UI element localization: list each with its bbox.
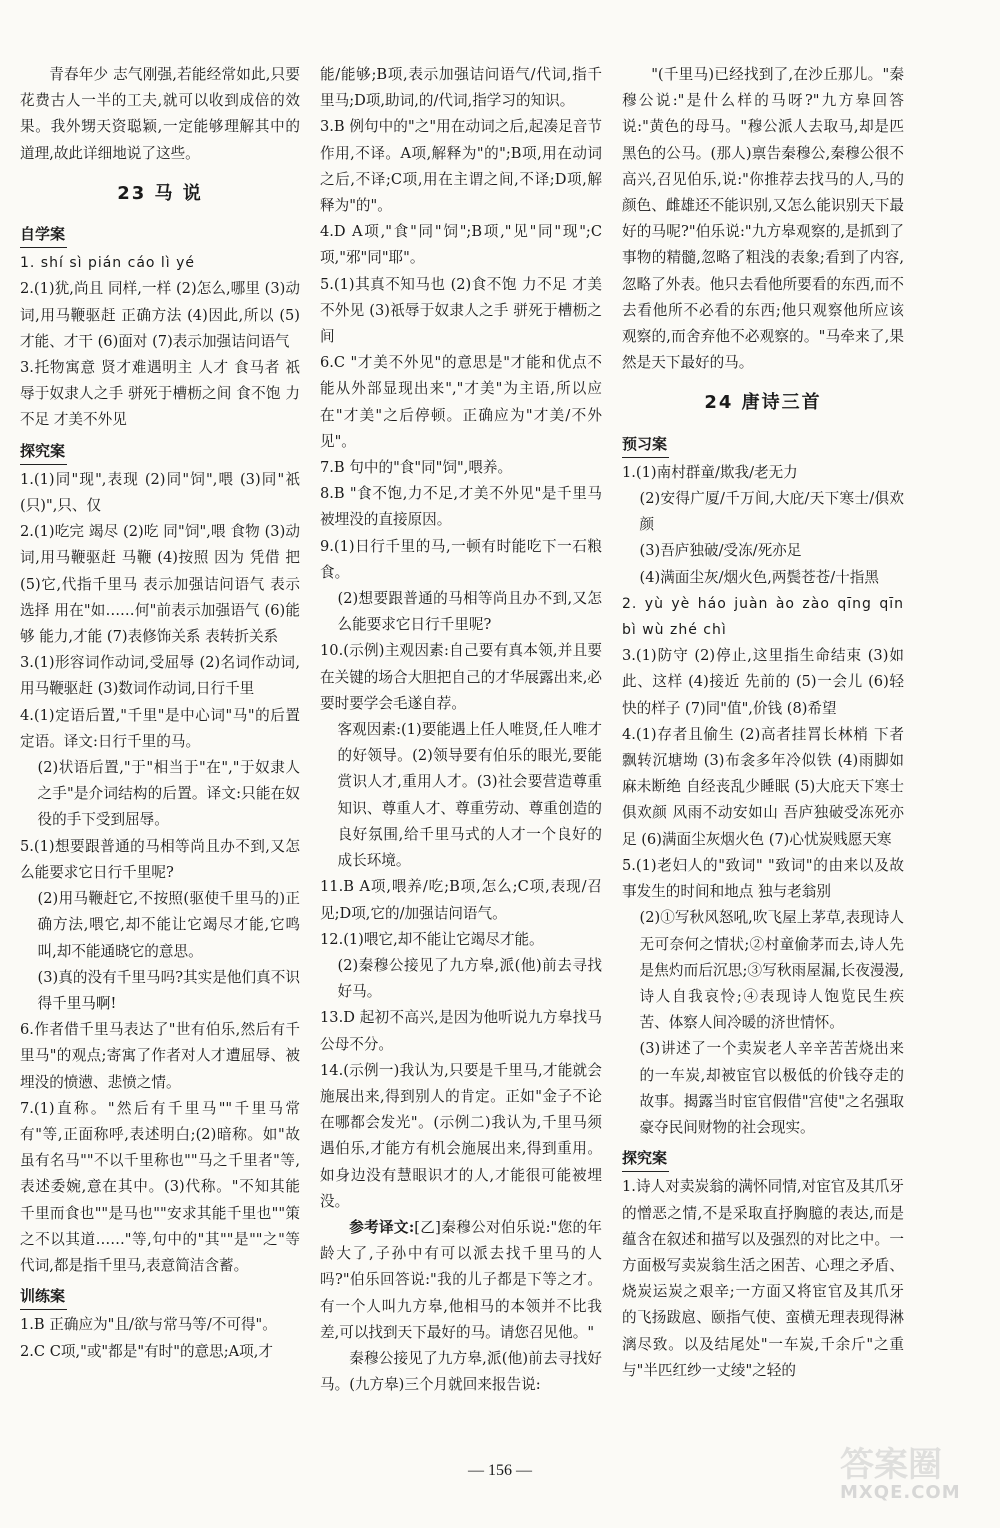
xl-item-2: 2.C C项,"或"都是"有时"的意思;A项,才	[20, 1342, 274, 1360]
intro-paragraph: 青春年少 志气刚强,若能经常如此,只要花费古人一半的工夫,就可以收到成倍的效果。我外甥天资聪颖,一定能够理解其中的道理,故此详细地说了这些。	[20, 66, 300, 162]
section-zixue: 自学案	[20, 221, 67, 248]
yx-item-1a: 1.(1)南村群童/欺我/老无力	[622, 463, 798, 481]
reference-text-2: 秦穆公接见了九方皋,派(他)前去寻找好马。(九方皋)三个月就回来报告说:	[320, 1349, 602, 1394]
watermark-logo-text: 答案圈	[840, 1445, 942, 1485]
c2-item-9a: 9.(1)日行千里的马,一顿有时能吃下一石粮食。	[320, 537, 602, 581]
xl-item-1: 1.B 正确应为"且/欲与常马等/不可得"。	[20, 1316, 277, 1334]
reference-translation	[320, 1215, 602, 1346]
page-number: — 156 —	[468, 1462, 532, 1479]
c2-item-11: 11.B A项,喂养/吃;B项,怎么;C项,表现/召见;D项,它的/加强诘问语气。	[320, 878, 602, 922]
c2-item-12b: (2)秦穆公接见了九方皋,派(他)前去寻找好马。	[337, 956, 602, 1001]
c2-item-5: 5.(1)其真不知马也 (2)食不饱 力不足 才美不外见 (3)祇辱于奴隶人之手 骈死于槽枥之间	[320, 275, 602, 346]
watermark-logo	[840, 1445, 970, 1504]
translation-continued: "(千里马)已经找到了,在沙丘那儿。"秦穆公说:"是什么样的马呀?"九方皋回答说:"黄色的母马。"穆公派人去取马,却是匹黑色的公马。(那人)禀告秦穆公,秦穆公很不高兴,召见伯乐,说:"你推荐去找马的人,马的颜色、雌雄还不能识别,又怎么能识别天下最好的马呢?"伯乐说:"九方皋观察的,是抓到了事物的精髓,忽略了粗浅的表象;看到了内容,忽略了外表。他只去看他所要看的东西,而不去看他所不必看的东西;他只观察他所应该观察的,而舍弃他不必观察的。"马牵来了,果然是天下最好的马。	[622, 66, 904, 372]
c2-item-14: 14.(示例一)我认为,只要是千里马,才能就会施展出来,得到别人的肯定。正如"金子不论在哪都会发光"。(示例二)我认为,千里马须遇伯乐,才能方有机会施展出来,得到重用。如身边没有慧眼识才的人,才能很可能被埋没。	[320, 1061, 602, 1210]
yx-item-5c: (3)讲述了一个卖炭老人辛辛苦苦烧出来的一车炭,却被宦官以极低的价钱夺走的故事。揭露当时宦官假借"宫使"之名强取豪夺民间财物的社会现实。	[639, 1040, 904, 1136]
yx-item-1b: (2)安得广厦/千万间,大庇/天下寒士/俱欢颜	[639, 490, 904, 534]
tj-item-5c: (3)真的没有千里马吗?其实是他们真不识得千里马啊!	[37, 968, 300, 1012]
zx-item-3: 3.托物寓意 贤才难遇明主 人才 食马者 祇辱于奴隶人之手 骈死于槽枥之间 食不饱 力不足 才美不外见	[20, 359, 300, 429]
column-1	[20, 62, 300, 1365]
lesson-title-23: 23 马 说	[117, 182, 203, 204]
tj-item-5a: 5.(1)想要跟普通的马相等尚且办不到,又怎么能要求它日行千里呢?	[20, 837, 300, 881]
column-2	[320, 62, 602, 1398]
tj-item-2: 2.(1)吃完 竭尽 (2)吃 同"饲",喂 食物 (3)动词,用马鞭驱赶 马鞭 (4)按照 因为 凭借 把 (5)它,代指千里马 表示加强诘问语气 表示选择 用在"如……何"前表示加强语气 (6)能够 能力,才能 (7)表修饰关系 表转折关系	[20, 523, 300, 646]
yx-item-2: 2. yù yè háo juàn ào zào qīng qīn bì wù zhé chì	[622, 595, 904, 639]
c2-item-6: 6.C "才美不外见"的意思是"才能和优点不能从外部显现出来","才美"为主语,所以应在"才美"之后停顿。正确应为"才美/不外见"。	[320, 354, 602, 450]
tj-item-3: 3.(1)形容词作动词,受屈辱 (2)名词作动词,用马鞭驱赶 (3)数词作动词,日行千里	[20, 654, 300, 698]
yx-item-1d: (4)满面尘灰/烟火色,两鬓苍苍/十指黑	[639, 568, 879, 586]
c2-item-8: 8.B "食不饱,力不足,才美不外见"是千里马被埋没的直接原因。	[320, 485, 602, 529]
c2-item-13: 13.D 起初不高兴,是因为他听说九方皋找马公母不分。	[320, 1009, 602, 1053]
section-yuxi: 预习案	[622, 431, 669, 458]
c2-item-3: 3.B 例句中的"之"用在动词之后,起凑足音节作用,不译。A项,解释为"的";B项,用在动词之后,不译;C项,用在主谓之间,不译;D项,解释为"的"。	[320, 118, 602, 215]
c2-item-10b: 客观因素:(1)要能遇上任人唯贤,任人唯才的好领导。(2)领导要有伯乐的眼光,要能赏识人才,重用人才。(3)社会要营造尊重知识、尊重人才、尊重劳动、尊重创造的良好氛围,给千里马式的人才一个良好的成长环境。	[337, 721, 602, 870]
yx-item-4: 4.(1)存者且偷生 (2)高者挂罥长林梢 下者飘转沉塘坳 (3)布衾多年冷似铁 (4)雨脚如麻未断绝 自经丧乱少睡眠 (5)大庇天下寒士俱欢颜 风雨不动安如山 吾庐独破受冻死亦足 (6)满面尘灰烟火色 (7)心忧炭贱愿天寒	[622, 725, 904, 848]
tj-item-7: 7.(1)直称。"然后有千里马""千里马常有"等,正面称呼,表述明白;(2)暗称。如"故虽有名马""不以千里称也""马之千里者"等,表述委婉,意在其中。(3)代称。"不知其能千里而食也""是马也""安求其能千里也""策之不以其道……"等,句中的"其""是""之"等代词,都是指千里马,表意简洁含蓄。	[20, 1099, 300, 1274]
c2-item-12a: 12.(1)喂它,却不能让它竭尽才能。	[320, 930, 544, 948]
c2-item-10a: 10.(示例)主观因素:自己要有真本领,并且要在关键的场合大胆把自己的才华展露出来,必要时要学会毛遂自荐。	[320, 642, 602, 712]
reference-text: [乙]秦穆公对伯乐说:"您的年龄大了,子孙中有可以派去找千里马的人吗?"伯乐回答说:"我的儿子都是下等之才。有一个人叫九方皋,他相马的本领并不比我差,可以找到天下最好的马。请您召见他。"	[320, 1218, 602, 1341]
tj-item-4b: (2)状语后置,"于"相当于"在","于奴隶人之手"是介词结构的后置。译文:只能在奴役的手下受到屈辱。	[37, 759, 300, 829]
watermark-url: MXQE.COM	[840, 1482, 961, 1503]
section-tanjiu: 探究案	[20, 438, 67, 465]
tj-item-5b: (2)用马鞭赶它,不按照(驱使千里马的)正确方法,喂它,却不能让它竭尽才能,它鸣叫,却不能通晓它的意思。	[37, 890, 300, 960]
c2-item-7: 7.B 句中的"食"同"饲",喂养。	[320, 459, 513, 477]
column-3	[622, 62, 904, 1384]
tj-item-4a: 4.(1)定语后置,"千里"是中心词"马"的后置定语。译文:日行千里的马。	[20, 706, 300, 750]
lesson-title-24: 24 唐诗三首	[704, 392, 822, 414]
tj24-item-1: 1.诗人对卖炭翁的满怀同情,对宦官及其爪牙的憎恶之情,不是采取直抒胸臆的表达,而是蕴含在叙述和描写以及强烈的对比之中。一方面极写卖炭翁生活之困苦、心理之矛盾、烧炭运炭之艰辛;一方面又将宦官及其爪牙的飞扬跋扈、颐指气使、蛮横无理表现得淋漓尽致。以及结尾处"一车炭,千余斤"之重与"半匹红纱一丈绫"之轻的	[622, 1178, 904, 1379]
zx-item-2: 2.(1)犹,尚且 同样,一样 (2)怎么,哪里 (3)动词,用马鞭驱赶 正确方法 (4)因此,所以 (5)才能、才干 (6)面对 (7)表示加强诘问语气	[20, 280, 300, 350]
c2-item-4: 4.D A项,"食"同"饲";B项,"见"同"现";C项,"邪"同"耶"。	[320, 223, 602, 267]
yx-item-1c: (3)吾庐独破/受冻/死亦足	[639, 542, 802, 560]
tj-item-6: 6.作者借千里马表达了"世有伯乐,然后有千里马"的观点;寄寓了作者对人才遭屈辱、被埋没的愤懑、悲愤之情。	[20, 1021, 300, 1091]
yx-item-5a: 5.(1)老妇人的"致词" "致词"的由来以及故事发生的时间和地点 独与老翁别	[622, 856, 904, 901]
reference-label: 参考译文:	[349, 1218, 415, 1236]
c2-item-9b: (2)想要跟普通的马相等尚且办不到,又怎么能要求它日行千里呢?	[337, 590, 602, 634]
section-xunlian: 训练案	[20, 1283, 67, 1310]
c2-item-0: 能/能够;B项,表示加强诘问语气/代词,指千里马;D项,助词,的/代词,指学习的知识。	[320, 66, 602, 110]
section-tanjiu-24: 探究案	[622, 1145, 669, 1172]
tj-item-1: 1.(1)同"现",表现 (2)同"饲",喂 (3)同"祇(只)",只、仅	[20, 470, 300, 515]
zx-item-1: 1. shí sì pián cáo lì yé	[20, 255, 196, 272]
yx-item-5b: (2)①写秋风怒吼,吹飞屋上茅草,表现诗人无可奈何之情状;②村童偷茅而去,诗人先是焦灼而后沉思;③写秋雨屋漏,长夜漫漫,诗人自我哀怜;④表现诗人饱览民生疾苦、体察人间冷暖的济世情怀。	[639, 909, 904, 1032]
yx-item-3: 3.(1)防守 (2)停止,这里指生命结束 (3)如此、这样 (4)接近 先前的 (5)一会儿 (6)轻快的样子 (7)同"值",价钱 (8)希望	[622, 647, 904, 717]
